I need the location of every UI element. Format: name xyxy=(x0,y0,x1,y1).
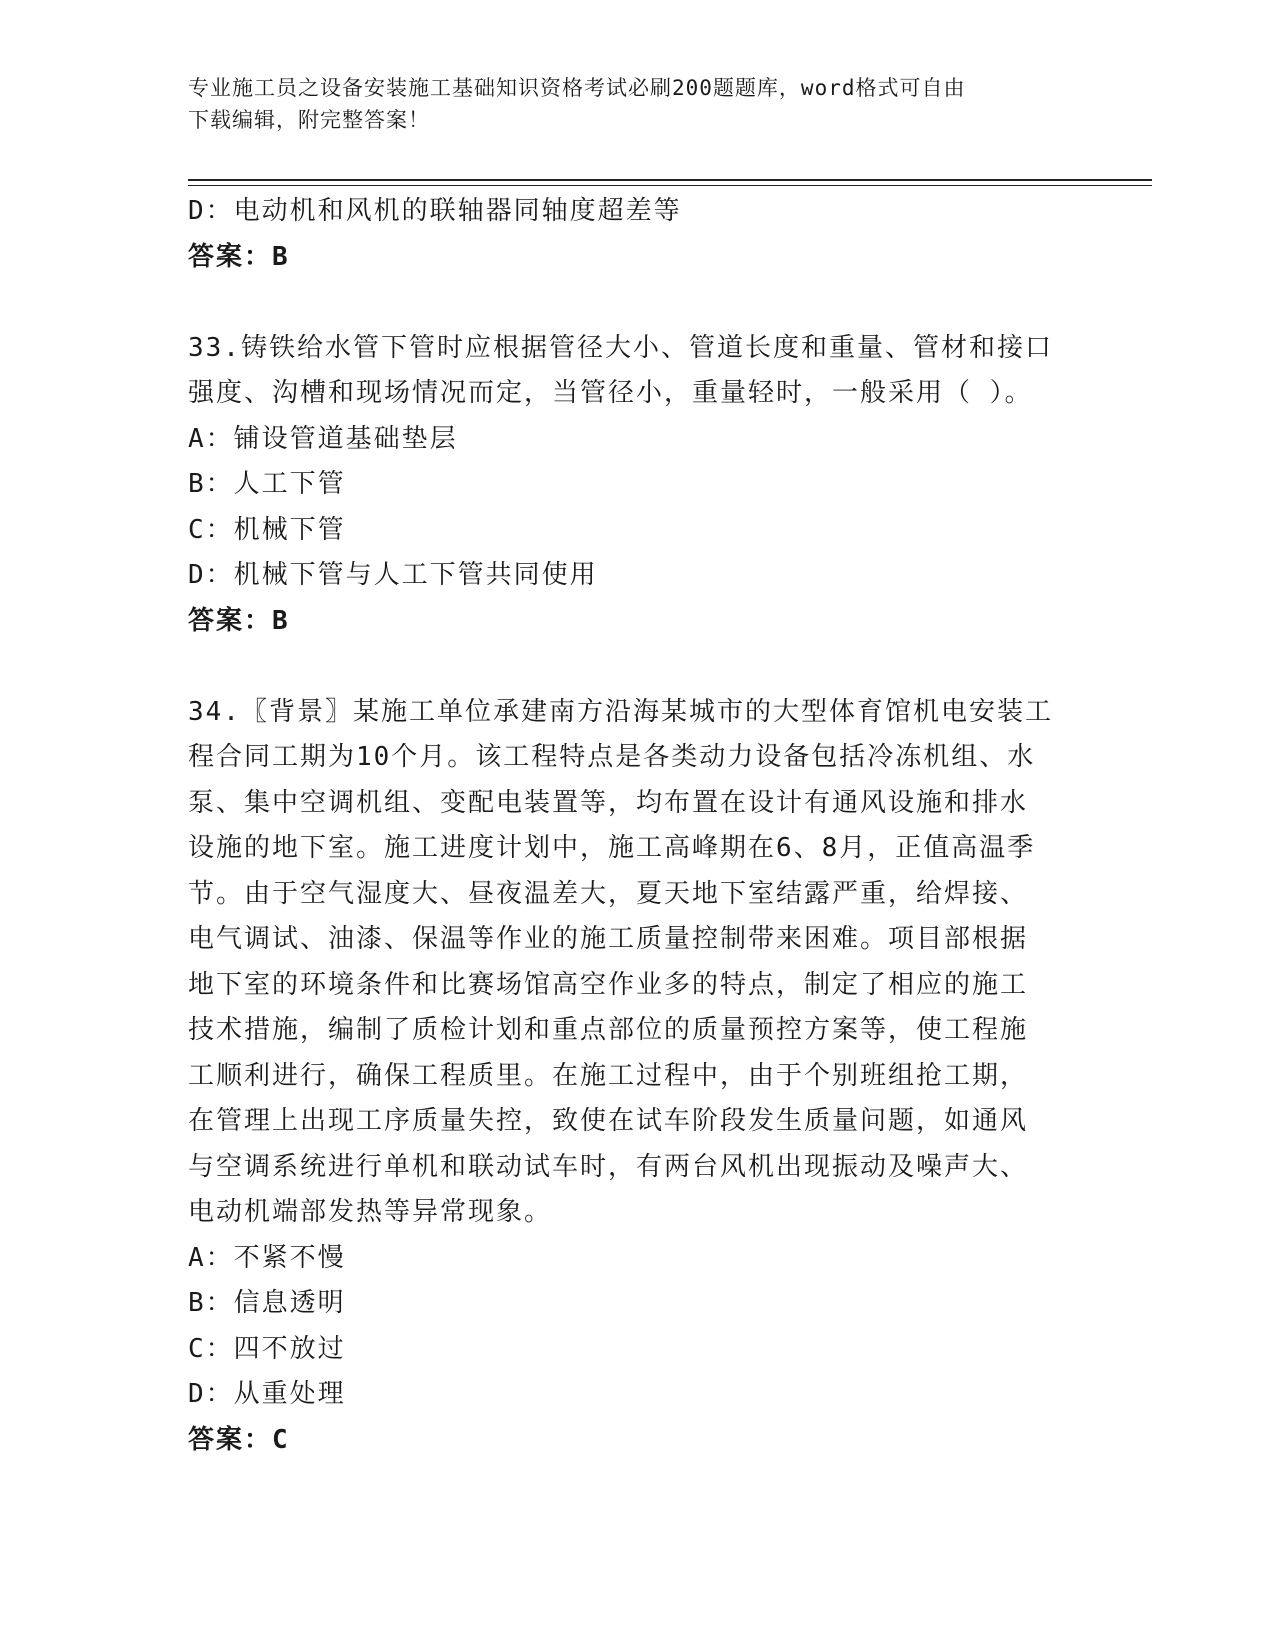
q34-stem-line: 工顺利进行，确保工程质里。在施工过程中，由于个别班组抢工期， xyxy=(188,1060,1029,1091)
q34-stem-line: 34.〖背景〗某施工单位承建南方沿海某城市的大型体育馆机电安装工 xyxy=(188,696,1053,727)
q34-option-d: D：从重处理 xyxy=(188,1379,346,1409)
q34-option-c: C：四不放过 xyxy=(188,1333,346,1364)
q33-option-d: D：机械下管与人工下管共同使用 xyxy=(188,560,598,590)
q34-option-a: A：不紧不慢 xyxy=(188,1242,346,1273)
q34-stem-line: 节。由于空气湿度大、昼夜温差大，夏天地下室结露严重，给焊接、 xyxy=(188,878,1029,909)
q34-stem-line: 电气调试、油漆、保温等作业的施工质量控制带来困难。项目部根据 xyxy=(188,924,1029,954)
q34-answer: 答案：C xyxy=(188,1424,290,1455)
q34-stem-line: 在管理上出现工序质量失控，致使在试车阶段发生质量问题，如通风 xyxy=(188,1106,1029,1136)
q34-stem-line: 电动机端部发热等异常现象。 xyxy=(188,1197,553,1227)
q34-stem-line: 程合同工期为10个月。该工程特点是各类动力设备包括冷冻机组、水 xyxy=(188,742,1036,772)
q33-answer: 答案：B xyxy=(188,605,290,636)
q34-stem-line: 地下室的环境条件和比赛场馆高空作业多的特点，制定了相应的施工 xyxy=(188,969,1029,1000)
prev-option-d: D：电动机和风机的联轴器同轴度超差等 xyxy=(188,196,682,226)
q34-stem-line: 技术措施，编制了质检计划和重点部位的质量预控方案等，使工程施 xyxy=(188,1015,1029,1045)
header-divider-thin xyxy=(188,185,1152,186)
spacer xyxy=(188,644,1088,690)
header-divider-thick xyxy=(188,179,1152,181)
document-header xyxy=(188,72,1088,136)
question-34 xyxy=(188,690,1088,1464)
header-line-2: 下载编辑，附完整答案！ xyxy=(188,108,430,132)
q34-option-b: B：信息透明 xyxy=(188,1288,346,1318)
q34-stem-line: 设施的地下室。施工进度计划中，施工高峰期在6、8月，正值高温季 xyxy=(188,833,1036,863)
q33-option-b: B：人工下管 xyxy=(188,469,346,499)
prev-answer: 答案：B xyxy=(188,241,290,272)
q33-stem-line: 33.铸铁给水管下管时应根据管径大小、管道长度和重量、管材和接口 xyxy=(188,332,1053,363)
q34-stem-line: 与空调系统进行单机和联动试车时，有两台风机出现振动及噪声大、 xyxy=(188,1151,1029,1182)
q33-stem-line: 强度、沟槽和现场情况而定，当管径小，重量轻时，一般采用（ ）。 xyxy=(188,378,1033,408)
q33-option-c: C：机械下管 xyxy=(188,514,346,545)
q33-option-a: A：铺设管道基础垫层 xyxy=(188,423,458,454)
document-body xyxy=(188,189,1088,1463)
header-line-1: 专业施工员之设备安装施工基础知识资格考试必刷200题题库，word格式可自由 xyxy=(188,76,966,100)
question-33 xyxy=(188,326,1088,645)
spacer xyxy=(188,280,1088,326)
q34-stem-line: 泵、集中空调机组、变配电装置等，均布置在设计有通风设施和排水 xyxy=(188,787,1029,818)
